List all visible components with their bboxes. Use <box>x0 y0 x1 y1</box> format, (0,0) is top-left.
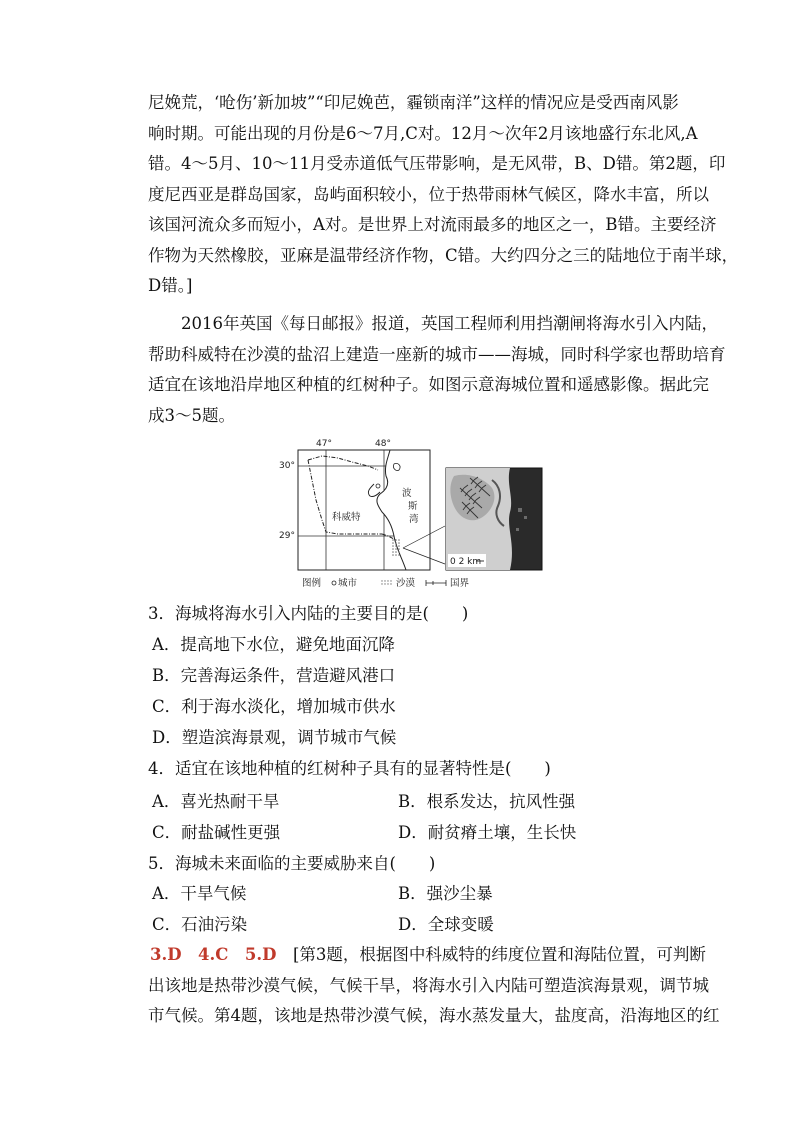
lon-label-48: 48° <box>375 439 391 449</box>
scale-label: 0 2 km <box>450 557 482 567</box>
legend-city-label: 城市 <box>338 578 358 589</box>
question-4-option-c: C．耐盐碱性更强 <box>152 823 281 842</box>
question-5-option-a: A．干旱气候 <box>152 884 247 903</box>
answer-text: [第3题，根据图中科威特的纬度位置和海陆位置，可判断 <box>292 945 706 964</box>
question-4-option-b: B．根系发达，抗风性强 <box>398 792 576 811</box>
text-line: 作物为天然橡胶，亚麻是温带经济作物，C错。大约四分之三的陆地位于南半球， <box>148 245 739 265</box>
remote-sensing-image <box>446 468 542 570</box>
legend-border-label: 国界 <box>450 578 470 589</box>
haicheng-location-map <box>278 436 548 592</box>
text-line: 错。4～5月、10～11月受赤道低气压带影响，是无风带，B、D错。第2题，印 <box>148 154 726 173</box>
legend-title: 图例 <box>302 578 322 589</box>
lat-label-30: 30° <box>279 461 295 471</box>
question-5-option-c: C．石油污染 <box>152 915 248 934</box>
question-5-option-d: D．全球变暖 <box>398 915 494 934</box>
text-line: 度尼西亚是群岛国家，岛屿面积较小，位于热带雨林气候区，降水丰富，所以 <box>148 184 709 204</box>
legend-border-symbol <box>426 580 446 586</box>
legend-desert-symbol <box>381 580 391 584</box>
question-3-option-b: B．完善海运条件，营造避风港口 <box>152 666 396 685</box>
question-4-option-a: A．喜光热耐干旱 <box>152 792 280 811</box>
text-line: 2016年英国《每日邮报》报道，英国工程师利用挡潮闸将海水引入内陆， <box>181 314 718 333</box>
lon-label-47: 47° <box>316 439 332 449</box>
map-legend <box>302 577 470 589</box>
question-4-option-d: D．耐贫瘠土壤，生长快 <box>398 823 577 842</box>
text-line: 该国河流众多而短小，A对。是世界上对流雨最多的地区之一，B错。主要经济 <box>148 215 717 234</box>
text-line: 响时期。可能出现的月份是6～7月,C对。12月～次年2月该地盛行东北风,A <box>148 123 698 143</box>
question-4-stem: 4．适宜在该地种植的红树种子具有的显著特性是( ) <box>148 759 551 778</box>
sea-label-3: 湾 <box>409 514 419 525</box>
question-3-option-a: A．提高地下水位，避免地面沉降 <box>152 635 395 654</box>
answer-keys: 3.D 4.C 5.D <box>150 945 277 964</box>
lat-label-29: 29° <box>279 531 295 541</box>
question-3-stem: 3．海城将海水引入内陆的主要目的是( ) <box>148 604 469 623</box>
question-material <box>148 309 726 431</box>
text-line: 尼娩荒，‘呛伤’新加坡”“印尼娩芭，霾锁南洋”这样的情况应是受西南风影 <box>148 93 679 112</box>
question-3-option-c: C．利于海水淡化，增加城市供水 <box>152 697 396 716</box>
answer-explanation <box>148 940 720 1032</box>
text-line: 出该地是热带沙漠气候，气候干旱，将海水引入内陆可塑造滨海景观，调节城 <box>148 975 709 995</box>
sea-label-1: 波 <box>402 488 412 499</box>
text-line <box>148 940 706 971</box>
question-3-option-d: D．塑造滨海景观，调节城市气候 <box>152 728 397 747</box>
city-marker <box>376 484 380 488</box>
question-5-option-b: B．强沙尘暴 <box>398 884 493 903</box>
text-line: D错。] <box>148 276 193 295</box>
island <box>393 463 400 470</box>
legend-desert-label: 沙漠 <box>396 578 416 589</box>
text-line: 成3～5题。 <box>148 405 235 425</box>
question-5-stem: 5．海城未来面临的主要威胁来自( ) <box>148 854 436 873</box>
previous-answer-explanation <box>148 88 739 302</box>
country-label: 科威特 <box>332 512 361 523</box>
text-line: 帮助科威特在沙漠的盐沼上建造一座新的城市——海城，同时科学家也帮助培育 <box>148 344 726 364</box>
text-line: 市气候。第4题，该地是热带沙漠气候，海水蒸发量大，盐度高，沿海地区的红 <box>148 1006 720 1025</box>
text-line: 适宜在该地沿岸地区种植的红树种子。如图示意海城位置和遥感影像。据此完 <box>148 375 709 394</box>
sea-label-2: 斯 <box>408 501 418 512</box>
legend-city-symbol <box>332 581 336 585</box>
